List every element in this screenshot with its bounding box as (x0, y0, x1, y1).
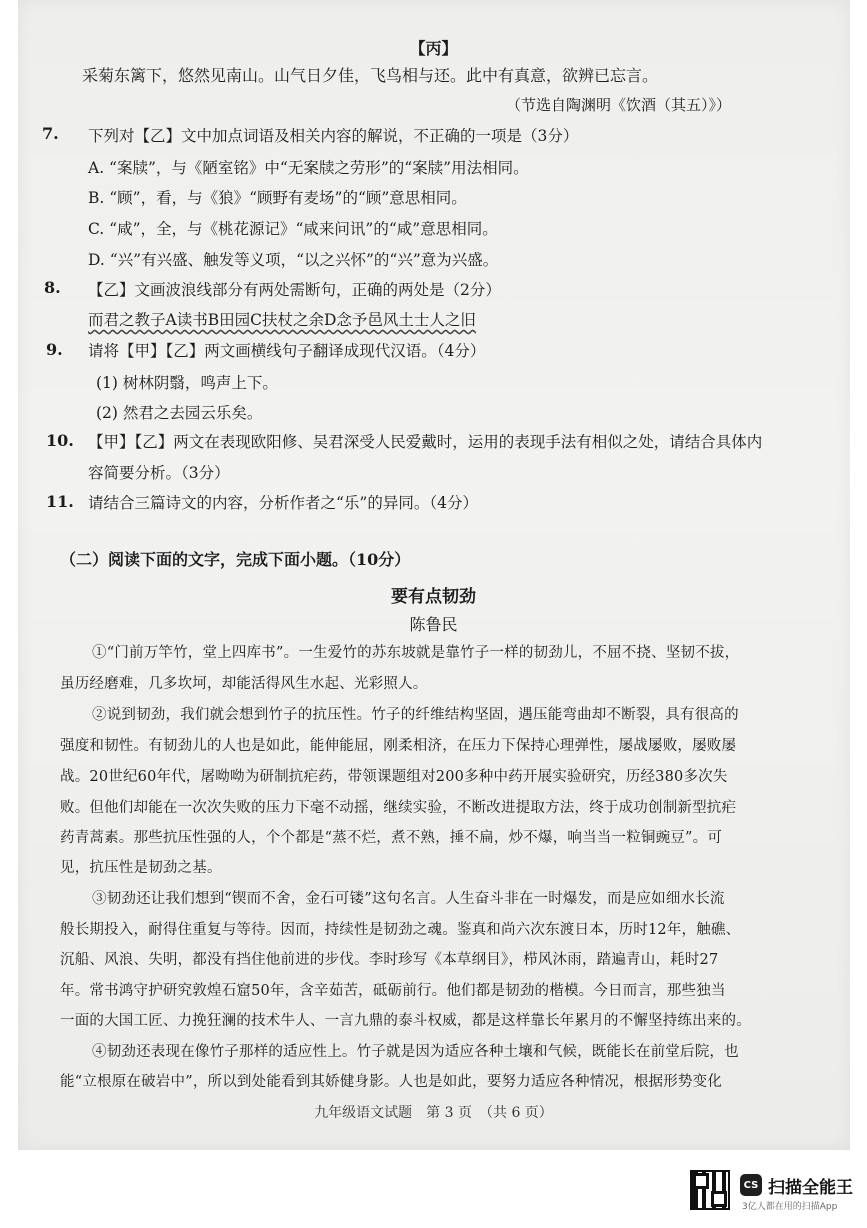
question-9-number: 9. (46, 340, 63, 359)
poem-bing-source: （节选自陶渊明《饮酒（其五）》） (506, 96, 732, 114)
scanner-app-name: 扫描全能王 (768, 1178, 853, 1198)
paragraph-3-line-4: 年。常书鸿守护研究敦煌石窟50年，含辛茹苦，砥砺前行。他们都是韧劲的楷模。今日而言，那些独当 (60, 983, 726, 999)
article-author: 陈鲁民 (409, 615, 458, 634)
question-7-stem: 下列对【乙】文中加点词语及相关内容的解说，不正确的一项是（3分） (88, 127, 579, 145)
question-9-item-1: (1) 树林阴翳，鸣声上下。 (96, 374, 278, 392)
question-7-option-b: B. “顾”，看，与《狼》“顾野有麦场”的“顾”意思相同。 (88, 189, 467, 207)
section-2-heading: （二）阅读下面的文字，完成下面小题。（10分） (60, 550, 411, 569)
paragraph-2-line-2: 强度和韧性。有韧劲儿的人也是如此，能伸能屈，刚柔相济，在压力下保持心理弹性，屡战屡败，屡败屡 (60, 738, 737, 754)
question-9-stem: 请将【甲】【乙】两文画横线句子翻译成现代汉语。（4分） (88, 342, 486, 360)
paragraph-3-line-2: 般长期投入，耐得住重复与等待。因而，持续性是韧劲之魂。鉴真和尚六次东渡日本，历时12年，触礁、 (60, 922, 741, 938)
paragraph-4-line-1: ④韧劲还表现在像竹子那样的适应性上。竹子就是因为适应各种土壤和气候，既能长在前堂后院，也 (92, 1044, 739, 1060)
question-11-number: 11. (46, 492, 74, 511)
paragraph-2-line-3: 战。20世纪60年代，屠呦呦为研制抗疟药，带领课题组对200多种中药开展实验研究，历经380多次失 (60, 769, 728, 785)
question-7-option-a: A. “案牍”，与《陋室铭》中“无案牍之劳形”的“案牍”用法相同。 (88, 159, 529, 177)
question-10-number: 10. (46, 431, 74, 450)
poem-bing-heading: 【丙】 (409, 39, 458, 58)
qr-code-icon (690, 1170, 730, 1210)
question-7-option-c: C. “咸”，全，与《桃花源记》“咸来问讯”的“咸”意思相同。 (88, 220, 498, 238)
question-8-sentence: 而君之教子A读书B田园C扶杖之余D念予邑风土士人之旧 (88, 311, 476, 329)
paragraph-3-line-1: ③韧劲还让我们想到“锲而不舍，金石可镂”这句名言。人生奋斗非在一时爆发，而是应如细水长流 (92, 891, 725, 907)
question-9-item-2: (2) 然君之去园云乐矣。 (96, 404, 263, 422)
paragraph-1-line-1: ①“门前万竿竹，堂上四库书”。一生爱竹的苏东坡就是靠竹子一样的韧劲儿，不屈不挠、坚韧不拔， (92, 645, 740, 661)
paragraph-2-line-1: ②说到韧劲，我们就会想到竹子的抗压性。竹子的纤维结构坚固，遇压能弯曲却不断裂，具有很高的 (92, 707, 739, 723)
question-7-option-d: D. “兴”有兴盛、触发等义项，“以之兴怀”的“兴”意为兴盛。 (88, 251, 499, 269)
paragraph-4-line-2: 能“立根原在破岩中”，所以到处能看到其娇健身影。人也是如此，要努力适应各种情况，根据形势变化 (60, 1074, 723, 1090)
question-11-stem: 请结合三篇诗文的内容，分析作者之“乐”的异同。（4分） (88, 494, 478, 512)
poem-bing-text: 采菊东篱下，悠然见南山。山气日夕佳，飞鸟相与还。此中有真意，欲辨已忘言。 (82, 66, 659, 85)
question-10-stem-line-1: 【甲】【乙】两文在表现欧阳修、吴君深受人民爱戴时，运用的表现手法有相似之处，请结合具体内 (88, 433, 763, 451)
scanner-watermark (690, 1168, 860, 1218)
paragraph-3-line-5: 一面的大国工匠、力挽狂澜的技术牛人、一言九鼎的泰斗权威，都是这样靠长年累月的不懈坚持练出来的。 (60, 1013, 751, 1029)
question-8-number: 8. (44, 278, 61, 297)
question-10-stem-line-2: 容简要分析。（3分） (88, 464, 230, 482)
camscanner-logo-icon: CS (740, 1174, 762, 1196)
article-title: 要有点韧劲 (391, 587, 476, 607)
paragraph-3-line-3: 沉船、风浪、失明，都没有挡住他前进的步伐。李时珍写《本草纲目》，栉风沐雨，踏遍青山，耗时27 (60, 952, 719, 968)
paragraph-2-line-6: 见，抗压性是韧劲之基。 (60, 860, 222, 876)
question-8-stem: 【乙】文画波浪线部分有两处需断句，正确的两处是（2分） (88, 281, 501, 299)
paragraph-2-line-4: 败。但他们却能在一次次失败的压力下毫不动摇，继续实验，不断改进提取方法，终于成功创制新型抗疟 (60, 800, 737, 816)
page-footer: 九年级语文试题 第 3 页 （共 6 页） (314, 1105, 553, 1121)
scanner-tagline: 3亿人都在用的扫描App (742, 1202, 838, 1212)
paragraph-1-line-2: 虽历经磨难，几多坎坷，却能活得风生水起、光彩照人。 (60, 676, 428, 692)
paragraph-2-line-5: 药青蒿素。那些抗压性强的人，个个都是“蒸不烂，煮不熟，捶不扁，炒不爆，响当当一粒铜豌豆”。可 (60, 830, 723, 846)
question-7-number: 7. (42, 124, 59, 143)
